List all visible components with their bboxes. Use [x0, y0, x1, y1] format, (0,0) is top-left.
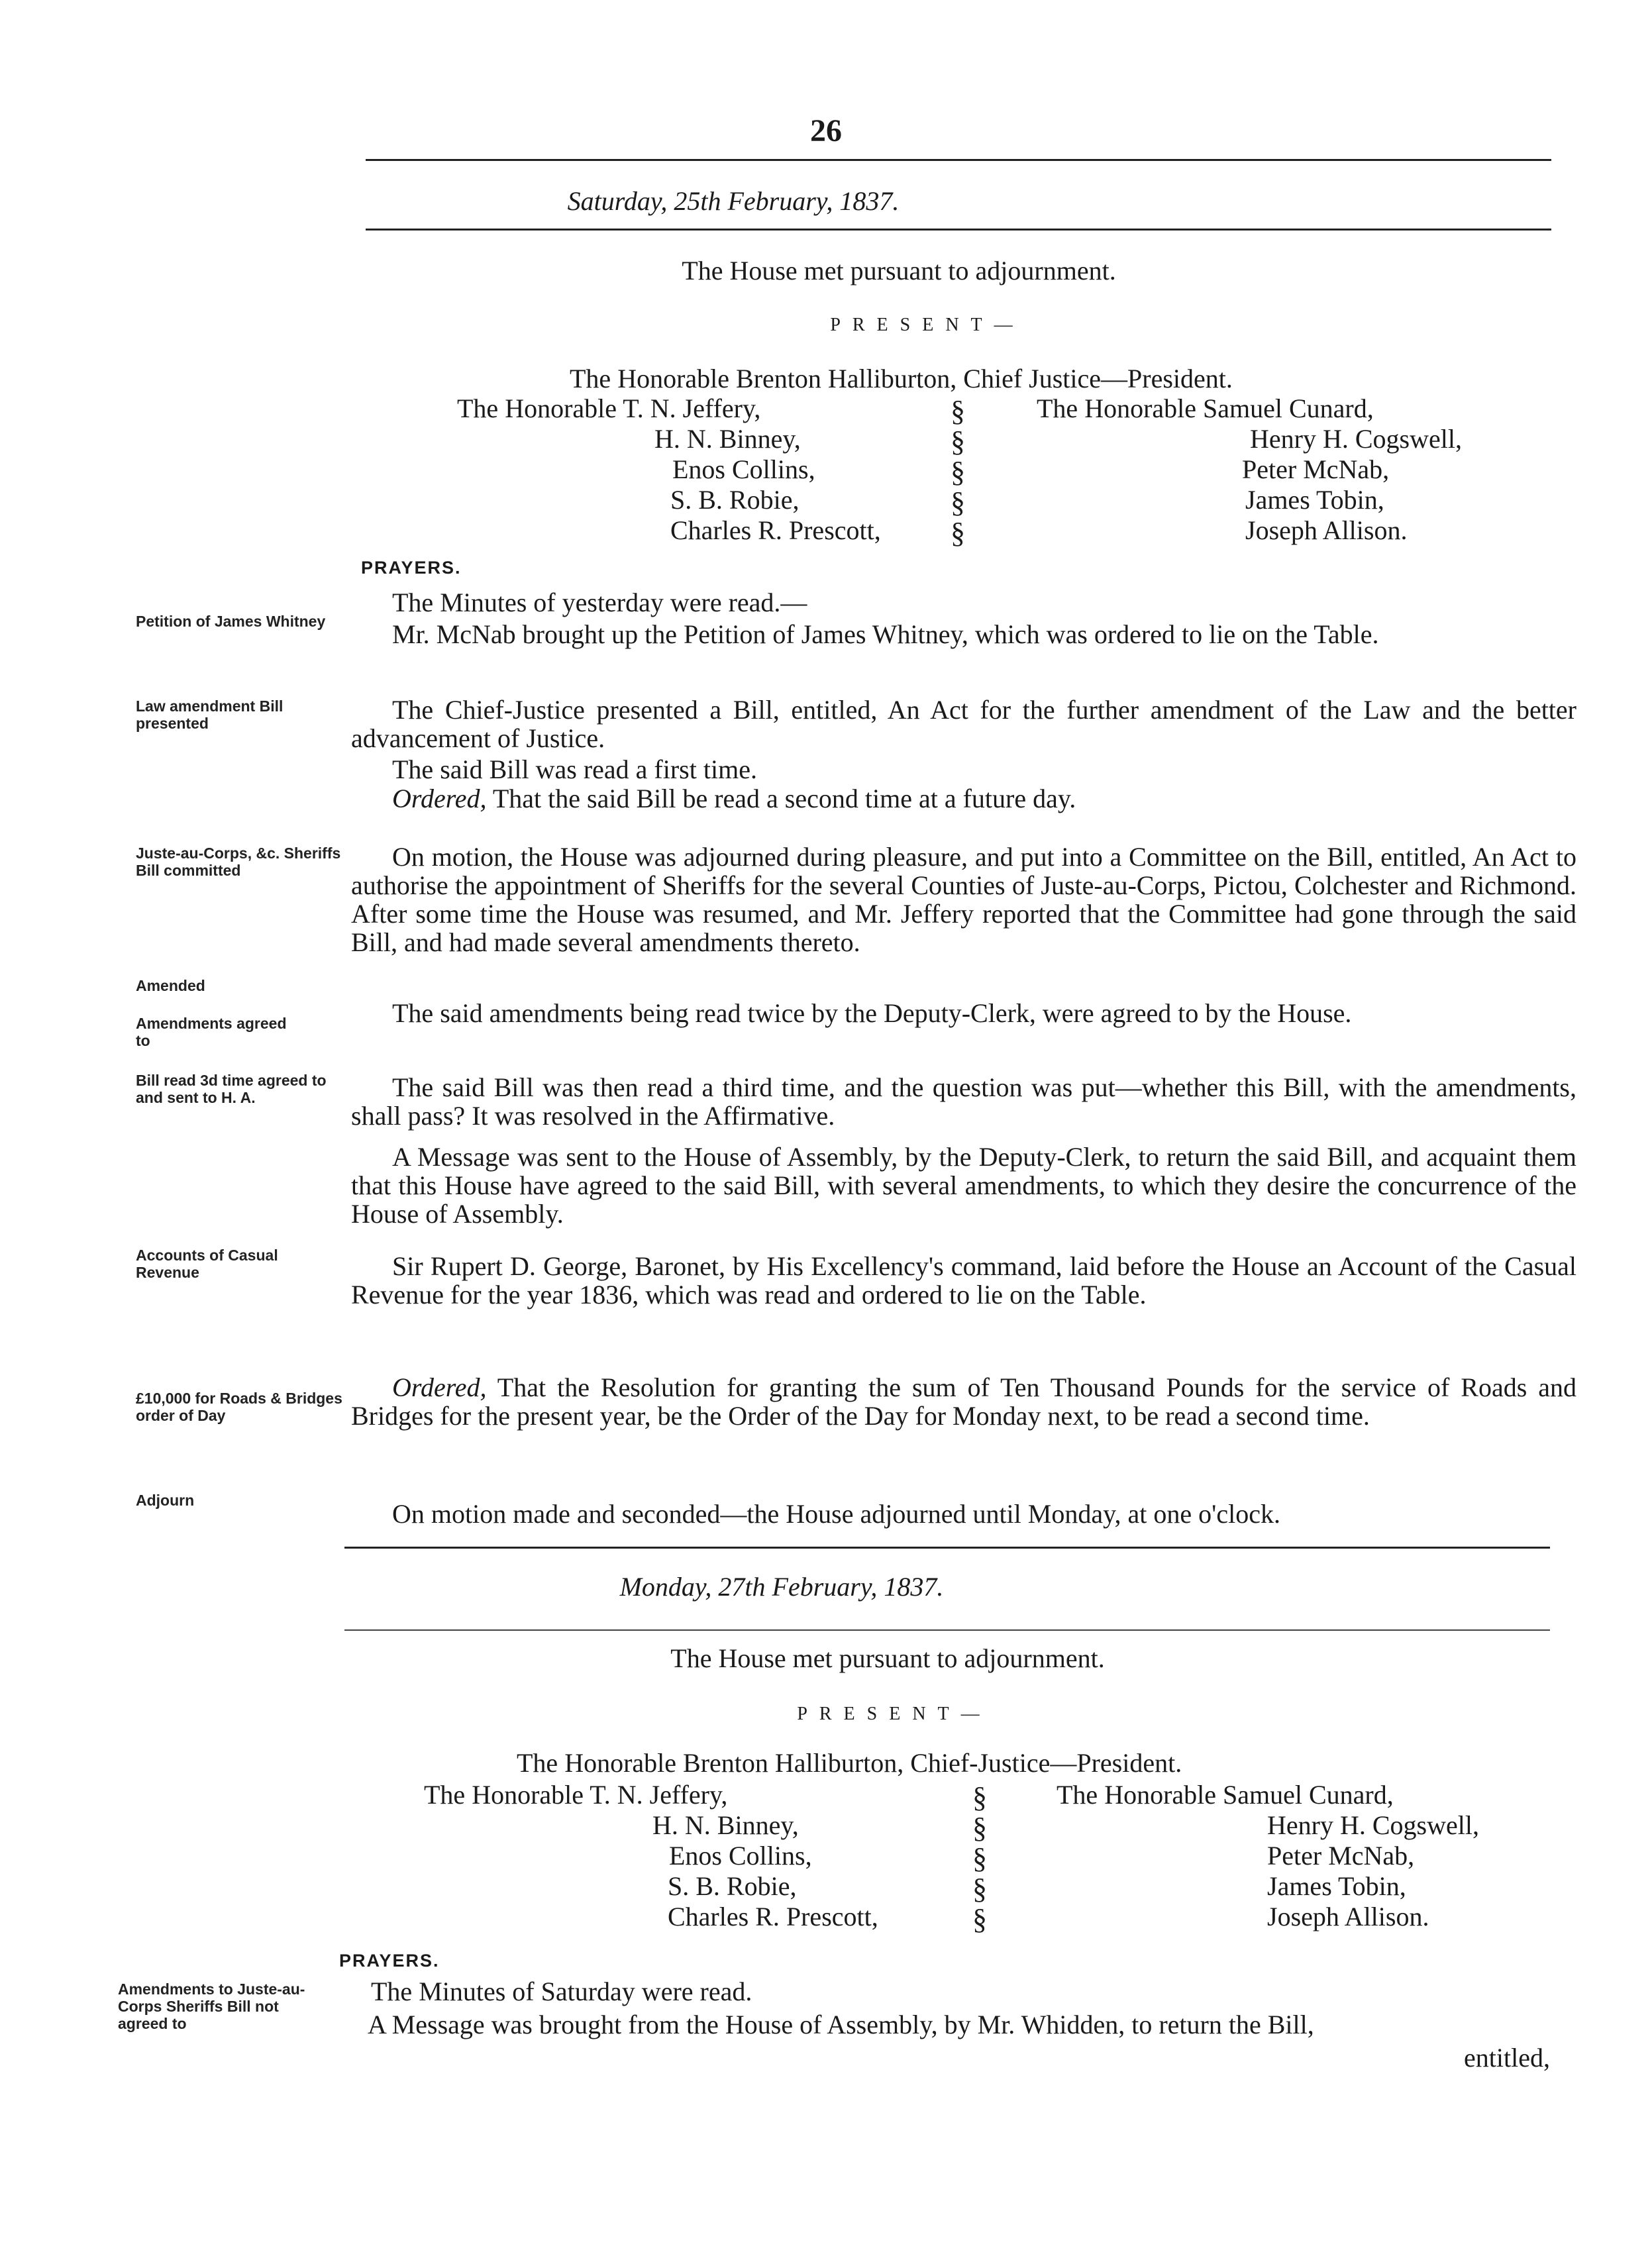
section-mark: § [951, 456, 965, 488]
margin-note: Law amendment Bill presented [136, 697, 284, 732]
margin-note: Amendments to Juste-au-Corps Sheriffs Bill not agreed to [118, 1980, 305, 2032]
member-name: Henry H. Cogswell, [1250, 424, 1462, 454]
day2-section-marks [972, 1780, 1006, 1933]
paragraph: A Message was sent to the House of Assembly, by the Deputy-Clerk, to return the said Bill, and acquaint them that this House have agreed to the said Bill, with several amendments, to which they desire the concurrence of the House of Assembly. [351, 1142, 1576, 1229]
day1-left-members [457, 394, 994, 546]
section-mark: § [951, 486, 965, 519]
paragraph: The Chief-Justice presented a Bill, entitled, An Act for the further amendment of the Law and the better advancement of Justice. [351, 695, 1576, 753]
date-rule [366, 229, 1551, 231]
paragraph: On motion made and seconded—the House adjourned until Monday, at one o'clock. [392, 1499, 1280, 1529]
day1-met: The House met pursuant to adjournment. [682, 256, 1116, 285]
member-name: Henry H. Cogswell, [1267, 1810, 1479, 1840]
member-name: Charles R. Prescott, [670, 515, 881, 545]
member-name: James Tobin, [1245, 485, 1384, 515]
member-name: S. B. Robie, [668, 1871, 797, 1901]
margin-note: Accounts of Casual Revenue [136, 1247, 278, 1281]
member-name: The Honorable T. N. Jeffery, [457, 393, 761, 423]
section-rule [344, 1547, 1550, 1549]
day2-right-members [1057, 1780, 1573, 1933]
date-rule [344, 1629, 1550, 1631]
day2-message: A Message was brought from the House of Assembly, by Mr. Whidden, to return the Bill, [368, 2010, 1314, 2039]
day2-president: The Honorable Brenton Halliburton, Chief-Justice—President. [517, 1748, 1182, 1778]
member-name: Joseph Allison. [1267, 1902, 1429, 1931]
margin-note: Petition of James Whitney [136, 613, 326, 630]
section-mark: § [951, 425, 965, 458]
page-number: 26 [810, 113, 842, 148]
member-name: H. N. Binney, [654, 424, 801, 454]
day2-date: Monday, 27th February, 1837. [619, 1572, 944, 1602]
section-mark: § [951, 395, 965, 427]
paragraph: On motion, the House was adjourned during pleasure, and put into a Committee on the Bill, entitled, An Act to authorise the appointment of Sheriffs for the several Counties of Juste-au-Corps, Pictou, Colchester and Richmond. After some time the House was resumed, and Mr. Jeffery reported that the Committee had gone through the said Bill, and had made several amendments thereto. [351, 842, 1576, 957]
margin-note: Amendments agreed to [136, 1015, 287, 1049]
paragraph: Ordered, That the Resolution for granting the sum of Ten Thousand Pounds for the service of Roads and Bridges for the present year, be the Order of the Day for Monday next, to be read a second time. [351, 1372, 1576, 1431]
member-name: Enos Collins, [669, 1841, 812, 1871]
catchword: entitled, [1464, 2043, 1550, 2073]
section-mark: § [972, 1873, 987, 1905]
paragraph: The said Bill was read a first time. [392, 754, 757, 784]
paragraph: The said amendments being read twice by the Deputy-Clerk, were agreed to by the House. [392, 998, 1352, 1028]
day1-president: The Honorable Brenton Halliburton, Chief Justice—President. [570, 364, 1233, 393]
day1-minutes: The Minutes of yesterday were read.— [392, 588, 807, 617]
day1-prayers: PRAYERS. [361, 558, 462, 578]
margin-note: Juste-au-Corps, &c. Sheriffs Bill committed [136, 845, 341, 879]
day2-minutes: The Minutes of Saturday were read. [371, 1977, 752, 2006]
member-name: The Honorable Samuel Cunard, [1037, 393, 1374, 423]
section-mark: § [972, 1781, 987, 1814]
paragraph: The said Bill was then read a third time, and the question was put—whether this Bill, with the amendments, shall pass? It was resolved in the Affirmative. [351, 1072, 1576, 1131]
member-name: James Tobin, [1267, 1871, 1406, 1901]
member-name: The Honorable Samuel Cunard, [1057, 1780, 1394, 1810]
section-mark: § [972, 1812, 987, 1844]
paragraph: Mr. McNab brought up the Petition of James Whitney, which was ordered to lie on the Table. [392, 619, 1379, 649]
member-name: Joseph Allison. [1245, 515, 1408, 545]
margin-note: Bill read 3d time agreed to and sent to H. A. [136, 1072, 327, 1106]
member-name: H. N. Binney, [652, 1810, 799, 1840]
member-name: The Honorable T. N. Jeffery, [424, 1780, 728, 1810]
margin-note: £10,000 for Roads & Bridges order of Day [136, 1390, 342, 1424]
day2-left-members [424, 1780, 967, 1933]
section-mark: § [951, 517, 965, 549]
member-name: Enos Collins, [672, 454, 815, 484]
member-name: Charles R. Prescott, [668, 1902, 878, 1931]
margin-note: Adjourn [136, 1492, 195, 1509]
member-name: Peter McNab, [1242, 454, 1390, 484]
paragraph: Ordered, That the said Bill be read a second time at a future day. [392, 784, 1076, 813]
section-mark: § [972, 1903, 987, 1935]
section-mark: § [972, 1842, 987, 1875]
member-name: S. B. Robie, [670, 485, 800, 515]
day1-right-members [1037, 394, 1567, 546]
day2-met: The House met pursuant to adjournment. [670, 1643, 1105, 1673]
margin-note: Amended [136, 977, 205, 994]
day1-present: PRESENT— [830, 315, 1025, 335]
top-rule [366, 159, 1551, 161]
day2-prayers: PRAYERS. [339, 1951, 440, 1971]
day2-present: PRESENT— [797, 1704, 992, 1724]
day1-date: Saturday, 25th February, 1837. [567, 186, 900, 216]
paragraph: Sir Rupert D. George, Baronet, by His Excellency's command, laid before the House an Account of the Casual Revenue for the year 1836, which was read and ordered to lie on the Table. [351, 1251, 1576, 1310]
day1-section-marks [951, 394, 984, 549]
member-name: Peter McNab, [1267, 1841, 1415, 1871]
